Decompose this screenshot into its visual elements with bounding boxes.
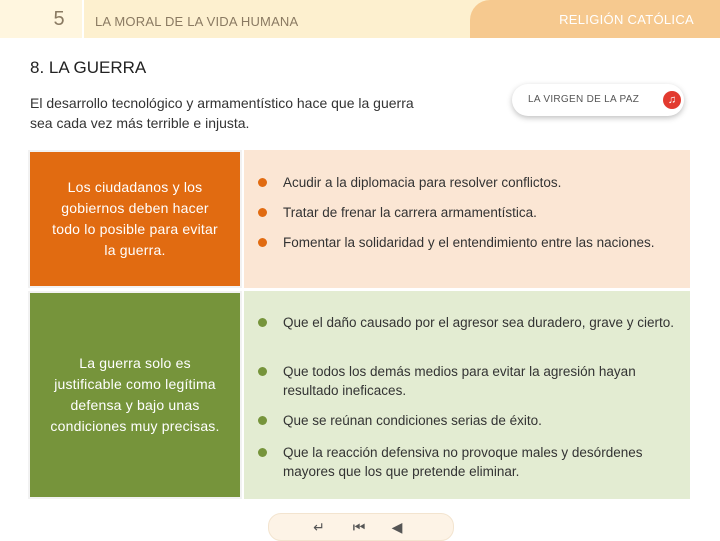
list-item-text: Tratar de frenar la carrera armamentística. (283, 205, 537, 220)
list-item-text: Que el daño causado por el agresor sea duradero, grave y cierto. (283, 315, 674, 330)
previous-icon[interactable]: ◀ (391, 519, 403, 535)
subject-label: RELIGIÓN CATÓLICA (559, 12, 694, 27)
bullet-dot (258, 416, 267, 425)
bullet-dot (258, 208, 267, 217)
unit-number-box (0, 0, 82, 38)
bullet-dot (258, 448, 267, 457)
block-heading-text: La guerra solo es justificable como legítima defensa y bajo unas condiciones muy precisas. (50, 355, 220, 434)
unit-title: LA MORAL DE LA VIDA HUMANA (95, 14, 299, 29)
header-bar (0, 0, 720, 38)
first-page-icon[interactable]: ⏮ (352, 519, 366, 535)
intro-text: El desarrollo tecnológico y armamentístico hace que la guerra sea cada vez más terrible e injusta. (30, 95, 414, 131)
bullet-dot (258, 178, 267, 187)
block-heading-orange (28, 150, 242, 288)
subject-tab (470, 0, 720, 38)
list-item-text: Acudir a la diplomacia para resolver conflictos. (283, 175, 562, 190)
bullet-dot (258, 367, 267, 376)
virgin-button-label: LA VIRGEN DE LA PAZ (528, 94, 640, 105)
list-item-text: Fomentar la solidaridad y el entendimiento entre las naciones. (283, 235, 655, 250)
section-title: 8. LA GUERRA (30, 58, 147, 77)
list-item-text: Que se reúnan condiciones serias de éxito. (283, 413, 542, 428)
list-item-text: Que la reacción defensiva no provoque males y desórdenes mayores que los que pretende eliminar. (283, 445, 643, 479)
volume-icon[interactable]: ♫ (663, 91, 681, 109)
virgin-de-la-paz-button[interactable] (512, 84, 684, 116)
header-divider (82, 0, 84, 38)
unit-number: 5 (53, 8, 65, 30)
block-panel-green (244, 291, 690, 499)
block-heading-text: Los ciudadanos y los gobiernos deben hacer todo lo posible para evitar la guerra. (52, 179, 218, 258)
bullet-dot (258, 318, 267, 327)
return-icon[interactable]: ↵ (313, 519, 325, 535)
bullet-dot (258, 238, 267, 247)
list-item-text: Que todos los demás medios para evitar la agresión hayan resultado ineficaces. (283, 364, 636, 398)
block-heading-green (28, 291, 242, 499)
navigation-bar (268, 513, 454, 541)
block-panel-orange (244, 150, 690, 288)
